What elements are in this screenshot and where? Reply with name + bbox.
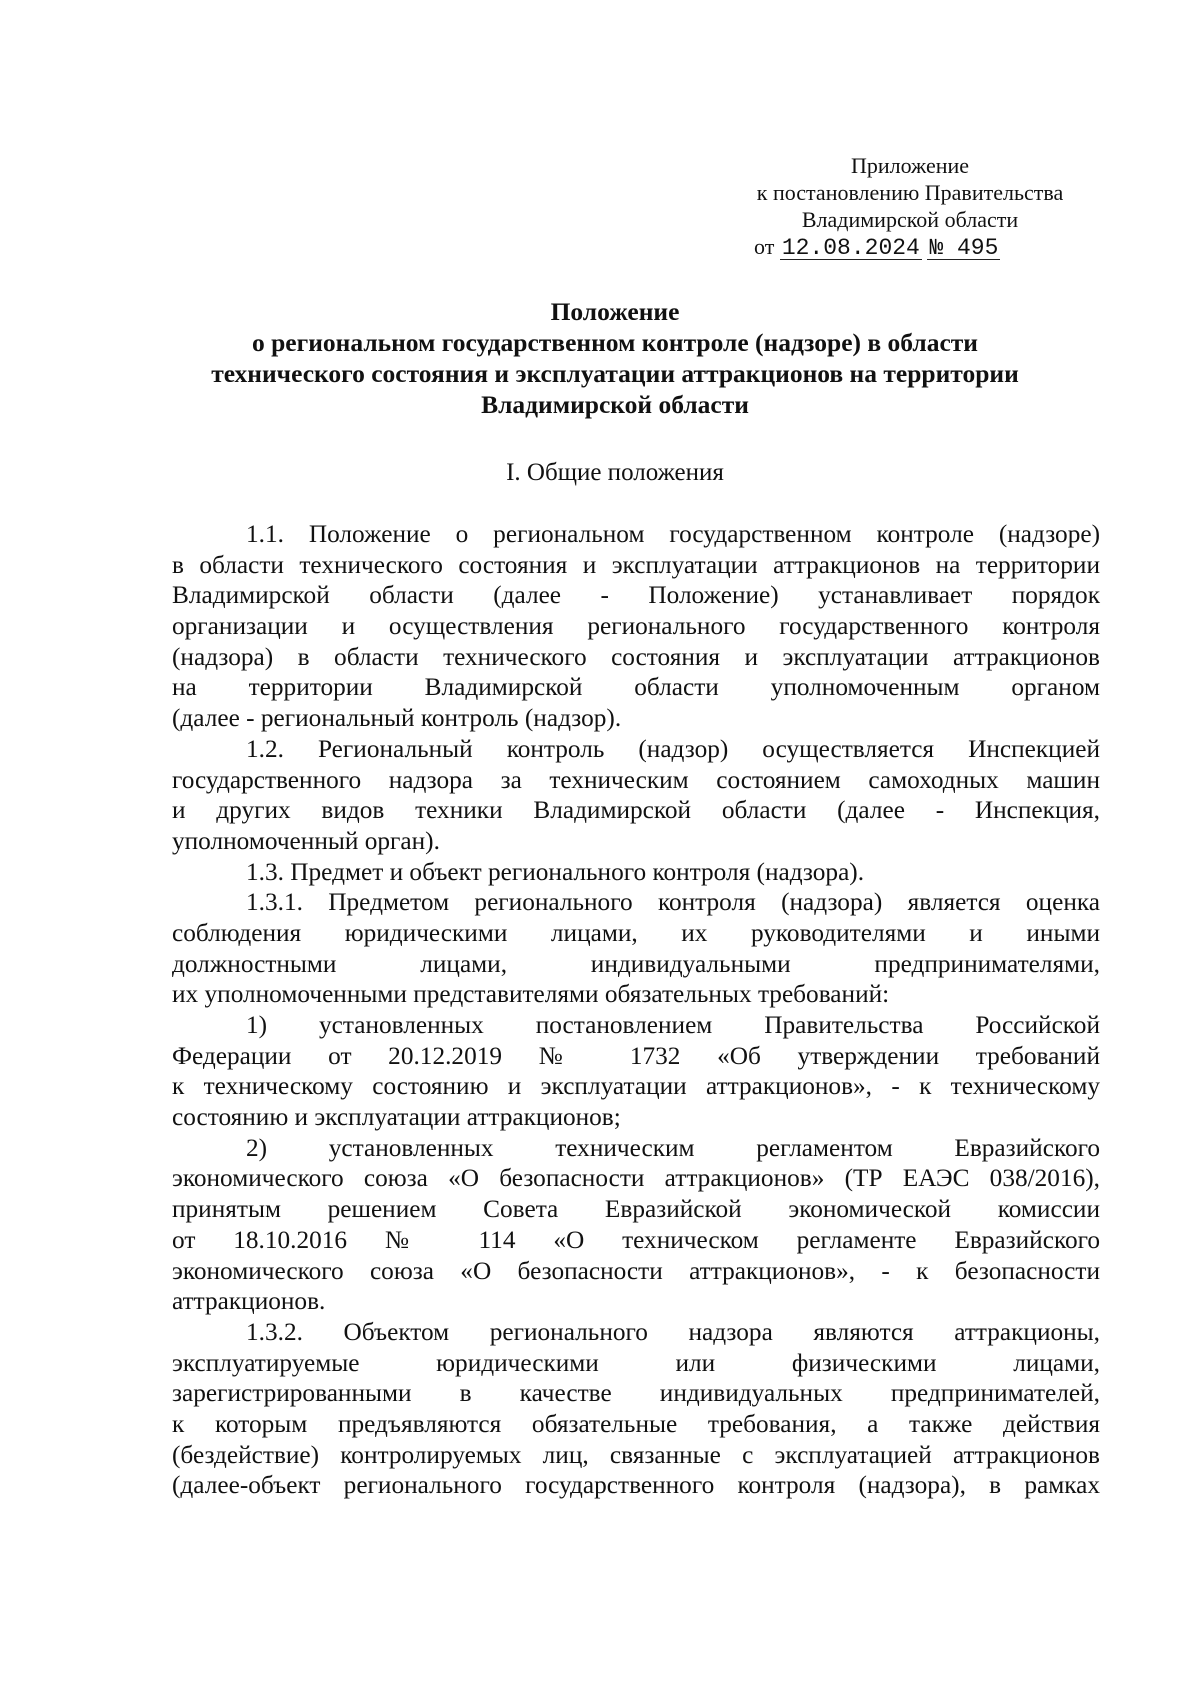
text-line: 1.3.2. Объектом регионального надзора являются аттракционы,	[246, 1317, 1100, 1346]
text-line: на территории Владимирской области уполномоченным органом	[172, 673, 1100, 702]
date-prefix: от	[754, 234, 775, 259]
section-heading: I. Общие положения	[506, 459, 724, 486]
paragraph-item-1	[172, 1010, 1100, 1133]
document-body	[172, 519, 1100, 1501]
appendix-block	[720, 152, 1100, 260]
text-line: 1.1. Положение о региональном государственном контроле (надзоре)	[246, 520, 1100, 548]
appendix-line: к постановлению Правительства	[756, 180, 1064, 205]
text-line: (надзора) в области технического состояния и эксплуатации аттракционов	[172, 642, 1100, 671]
text-line: (бездействие) контролируемых лиц, связанные с эксплуатацией аттракционов	[172, 1440, 1100, 1469]
text-line: эксплуатируемые юридическими или физическими лицами,	[172, 1348, 1100, 1377]
title-line: о региональном государственном контроле (надзоре) в области	[252, 328, 978, 357]
text-line: Владимирской области (далее - Положение) устанавливает порядок	[172, 581, 1100, 610]
text-line: аттракционов.	[172, 1287, 326, 1316]
document-title	[170, 296, 1060, 420]
text-line: экономического союза «О безопасности аттракционов» (ТР ЕАЭС 038/2016),	[172, 1164, 1100, 1193]
text-line: государственного надзора за техническим состоянием самоходных машин	[172, 765, 1100, 794]
paragraph-1-1	[172, 519, 1100, 734]
text-line: в области технического состояния и эксплуатации аттракционов на территории	[172, 550, 1100, 579]
paragraph-item-2	[172, 1133, 1100, 1317]
document-date: 12.08.2024	[781, 235, 920, 261]
text-line: соблюдения юридическими лицами, их руководителями и иными	[172, 918, 1100, 947]
paragraph-1-3-1	[172, 887, 1100, 1010]
text-line: 1.2. Региональный контроль (надзор) осуществляется Инспекцией	[246, 734, 1100, 763]
text-line: и других видов техники Владимирской области (далее - Инспекция,	[172, 796, 1100, 825]
text-line: состоянию и эксплуатации аттракционов;	[172, 1103, 621, 1132]
text-line: экономического союза «О безопасности аттракционов», - к безопасности	[172, 1256, 1100, 1285]
text-line: организации и осуществления регионального государственного контроля	[172, 612, 1100, 641]
text-line: Федерации от 20.12.2019 № 1732 «Об утверждении требований	[172, 1041, 1100, 1070]
text-line: к которым предъявляются обязательные требования, а также действия	[172, 1409, 1100, 1438]
text-line: уполномоченный орган).	[172, 826, 440, 855]
paragraph-1-2	[172, 734, 1100, 857]
text-line: 1) установленных постановлением Правительства Российской	[246, 1011, 1100, 1039]
text-line: (далее-объект регионального государственного контроля (надзора), в рамках	[172, 1471, 1100, 1500]
title-line: Владимирской области	[481, 390, 749, 419]
appendix-date-line	[720, 233, 1100, 260]
document-number: № 495	[929, 235, 999, 261]
title-line: Положение	[550, 297, 680, 326]
text-line: 1.3.1. Предметом регионального контроля (надзора) является оценка	[246, 888, 1100, 917]
text-line: к техническому состоянию и эксплуатации аттракционов», - к техническому	[172, 1072, 1100, 1101]
paragraph-1-3-2	[172, 1317, 1100, 1501]
title-line: технического состояния и эксплуатации аттракционов на территории	[211, 359, 1019, 388]
text-line: от 18.10.2016 № 114 «О техническом регламенте Евразийского	[172, 1225, 1100, 1254]
appendix-line: Владимирской области	[801, 207, 1019, 232]
text-line: их уполномоченными представителями обязательных требований:	[172, 980, 890, 1009]
text-line: 1.3. Предмет и объект регионального контроля (надзора).	[246, 857, 865, 886]
text-line: 2) установленных техническим регламентом Евразийского	[246, 1133, 1100, 1162]
text-line: (далее - региональный контроль (надзор).	[172, 704, 622, 733]
appendix-line: Приложение	[850, 153, 970, 178]
text-line: зарегистрированными в качестве индивидуальных предпринимателей,	[172, 1379, 1100, 1408]
text-line: принятым решением Совета Евразийской экономической комиссии	[172, 1195, 1100, 1224]
paragraph-1-3	[172, 857, 1100, 888]
text-line: должностными лицами, индивидуальными предпринимателями,	[172, 949, 1100, 978]
